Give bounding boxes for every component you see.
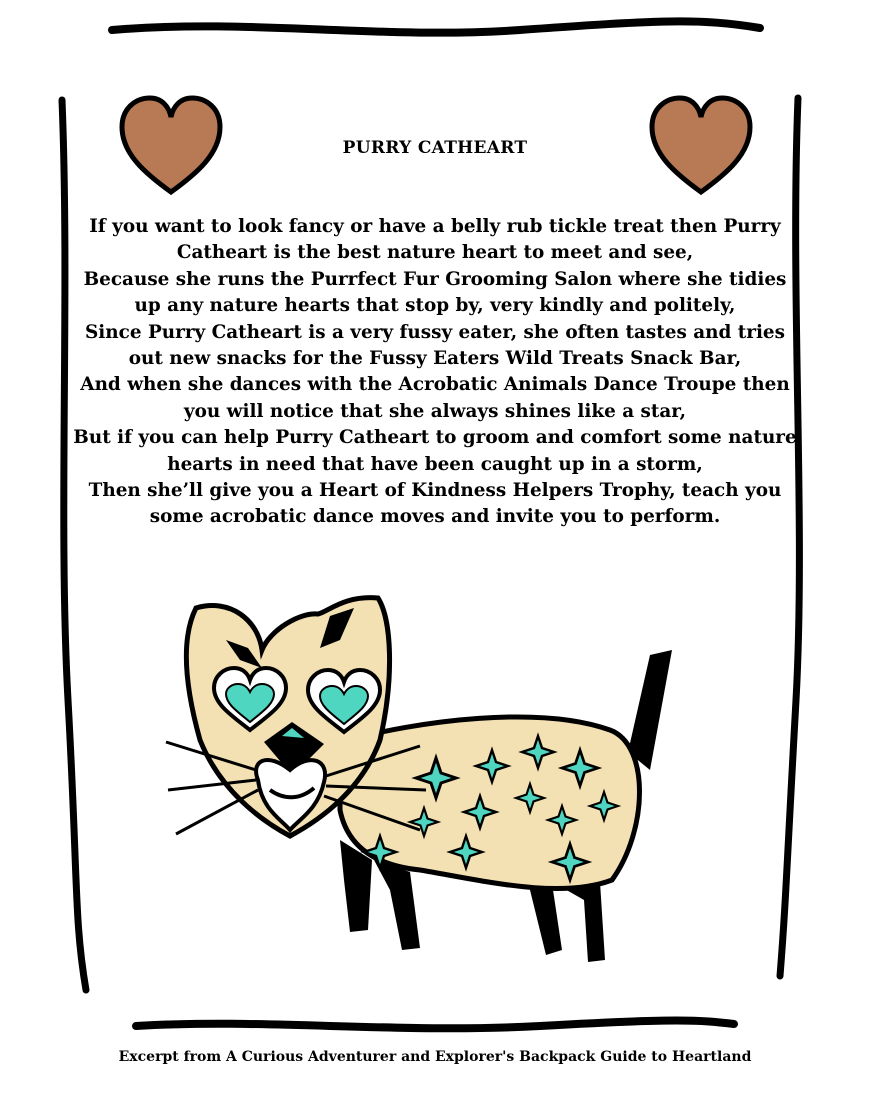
cat-illustration <box>150 585 690 985</box>
cat-body <box>340 717 640 889</box>
footer-caption: Excerpt from A Curious Adventurer and Explorer's Backpack Guide to Heartland <box>118 1049 752 1065</box>
poem-line: Then she’ll give you a Heart of Kindness Helpers Trophy, teach you some acrobatic dance moves and invite you to perform. <box>88 480 782 528</box>
scroll-top-edge <box>112 21 760 32</box>
poem-line: Since Purry Catheart is a very fussy eater, she often tastes and tries out new snacks for the Fussy Eaters Wild Treats Snack Bar, <box>85 321 785 370</box>
poem-line: If you want to look fancy or have a belly rub tickle treat then Purry Catheart is the best nature heart to meet and see, <box>89 216 781 264</box>
poem-line: Because she runs the Purrfect Fur Grooming Salon where she tidies up any nature hearts that stop by, very kindly and politely, <box>83 268 787 317</box>
scroll-bottom-edge <box>136 1021 734 1029</box>
poem-line: But if you can help Purry Catheart to groom and comfort some nature hearts in need that have been caught up in a storm, <box>73 427 797 475</box>
poem-line: And when she dances with the Acrobatic Animals Dance Troupe then you will notice that she always shines like a star, <box>80 374 790 422</box>
page-title: PURRY CATHEART <box>342 138 528 158</box>
poem-text <box>70 214 800 531</box>
cat-front-leg <box>374 860 420 950</box>
